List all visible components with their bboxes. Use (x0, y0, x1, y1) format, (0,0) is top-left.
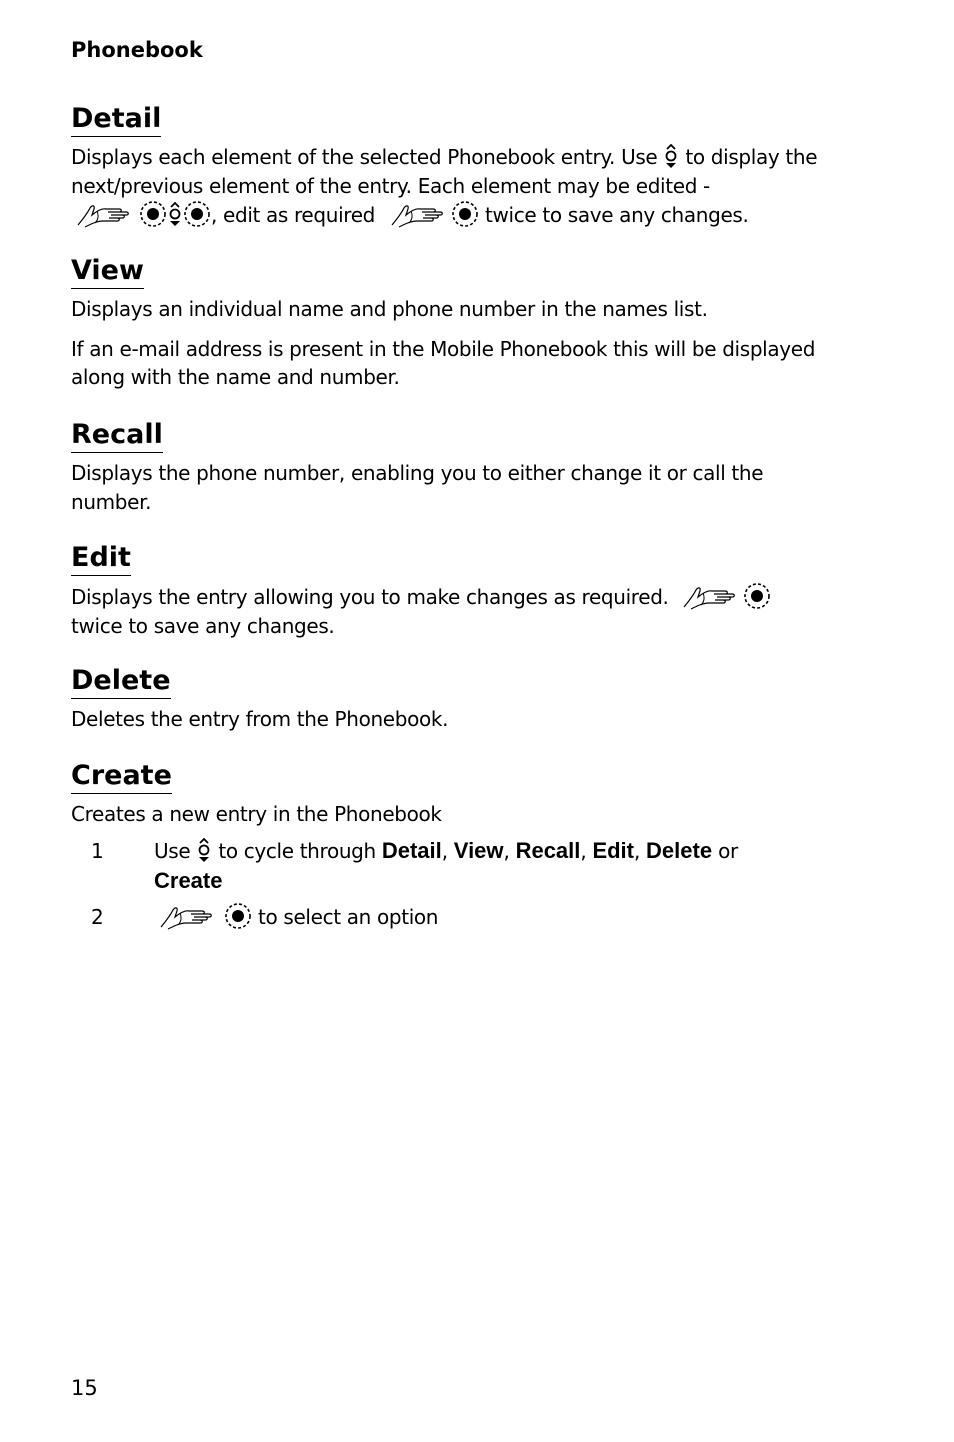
option-edit: Edit (592, 838, 634, 863)
navigation-key-icon (167, 202, 183, 228)
section-delete (71, 664, 831, 734)
heading-delete: Delete (71, 664, 171, 699)
detail-text-2: to display the next/previous element of the entry. Each element may be edited - (71, 145, 818, 198)
heading-view: View (71, 254, 144, 289)
create-text: Creates a new entry in the Phonebook (71, 802, 442, 826)
navigation-key-icon (196, 838, 212, 864)
press-finger-icon (681, 584, 737, 610)
select-key-icon (743, 582, 771, 610)
select-key-icon (224, 902, 252, 930)
detail-text-4: twice to save any changes. (485, 203, 749, 227)
view-text-2: If an e-mail address is present in the Mobile Phonebook this will be displayed along with the name and number. (71, 336, 816, 389)
separator: , (503, 839, 510, 863)
section-view (71, 254, 831, 392)
heading-edit: Edit (71, 541, 131, 576)
section-edit (71, 541, 831, 640)
heading-detail: Detail (71, 102, 161, 137)
select-key-icon (451, 200, 479, 228)
list-item (71, 836, 831, 896)
navigation-key-icon (663, 144, 679, 170)
step-select-text: to select an option (258, 905, 439, 929)
recall-text: Displays the phone number, enabling you to either change it or call the number. (71, 461, 764, 514)
option-delete: Delete (646, 838, 713, 863)
press-finger-icon (75, 202, 131, 228)
step-text (154, 836, 831, 896)
page-number: 15 (71, 1376, 98, 1400)
option-recall: Recall (515, 838, 581, 863)
detail-description (71, 143, 831, 230)
option-detail: Detail (381, 838, 442, 863)
separator: , (580, 839, 587, 863)
heading-create: Create (71, 759, 172, 794)
step-text (154, 902, 831, 932)
press-finger-icon (389, 202, 445, 228)
section-create (71, 759, 831, 829)
detail-text-3: , edit as required (211, 203, 376, 227)
detail-text-1: Displays each element of the selected Phonebook entry. Use (71, 145, 658, 169)
delete-text: Deletes the entry from the Phonebook. (71, 707, 449, 731)
step-number: 1 (91, 839, 104, 863)
press-finger-icon (158, 904, 214, 930)
separator: , (634, 839, 641, 863)
section-detail (71, 102, 831, 230)
step-cycle: to cycle through (218, 839, 376, 863)
edit-text-1: Displays the entry allowing you to make changes as required. (71, 585, 669, 609)
step-number: 2 (91, 905, 104, 929)
heading-recall: Recall (71, 418, 163, 453)
edit-text-2: twice to save any changes. (71, 613, 335, 638)
option-view: View (453, 838, 504, 863)
step-use: Use (154, 839, 191, 863)
right-key-icon (183, 200, 211, 228)
page-header: Phonebook (71, 38, 203, 62)
section-recall (71, 418, 831, 516)
edit-description (71, 582, 831, 640)
left-key-icon (139, 200, 167, 228)
separator: , (441, 839, 448, 863)
step-or: or (718, 839, 738, 863)
steps-list (71, 836, 831, 932)
list-item (71, 902, 831, 932)
view-text-1: Displays an individual name and phone number in the names list. (71, 297, 708, 321)
option-create: Create (154, 868, 223, 893)
